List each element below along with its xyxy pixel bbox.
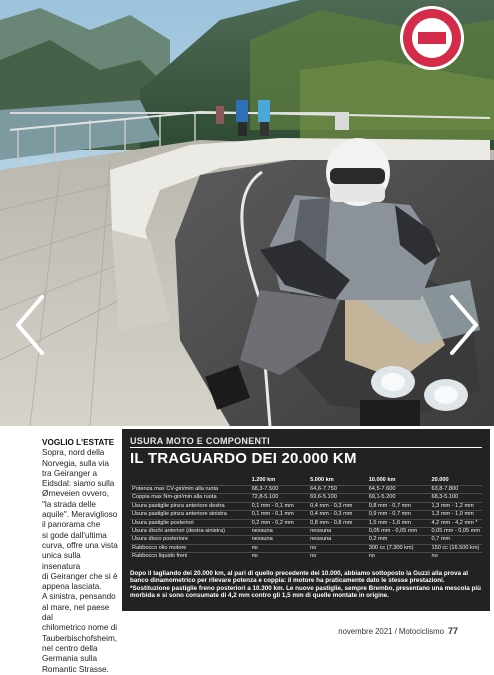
row-label: Usura disco posteriore: [130, 536, 250, 544]
table-row: [130, 528, 482, 536]
table-title: IL TRAGUARDO DEI 20.000 KM: [130, 450, 357, 467]
caption-line: Germania sulla: [42, 654, 98, 664]
caption-line: aquile". Meraviglioso: [42, 510, 118, 520]
column-header: 1.200 km: [251, 477, 276, 484]
caption-line: al mare, nel paese dal: [42, 602, 110, 623]
row-value: 69,1-5.200: [367, 494, 430, 502]
caption-line: Tauberbischofsheim,: [42, 633, 118, 643]
row-value: 0,4 mm - 0,3 mm: [308, 511, 367, 519]
next-page-button[interactable]: [446, 293, 482, 357]
row-value: 0,1 mm - 0,1 mm: [250, 511, 309, 519]
table-row: [130, 544, 482, 552]
table-row: [130, 502, 482, 510]
row-label: Coppia max Nm-giri/min alla ruota: [130, 494, 250, 502]
row-value: 0,05 mm - 0,05 mm: [431, 528, 480, 535]
row-value: 68,3-5.100: [430, 494, 483, 502]
chevron-right-icon: [446, 293, 482, 357]
row-label: Usura pastiglie pinza anteriore sinistra: [130, 511, 250, 519]
caption-line: Romantic Strasse.: [42, 664, 109, 674]
page-footer: [0, 626, 494, 640]
table-row: [130, 536, 482, 544]
row-value: 68,3-7.500: [250, 486, 309, 494]
page-number: 77: [447, 626, 458, 636]
row-value: no: [308, 553, 367, 561]
row-value: no: [430, 553, 483, 561]
column-header: 10.000 km: [368, 477, 396, 484]
row-value: 64,6-7.750: [308, 486, 367, 494]
row-value: nessuna: [250, 528, 309, 536]
row-value: 0,8 mm - 0,8 mm: [308, 519, 367, 527]
row-value: 0,05 mm - 0,05 mm: [367, 528, 430, 536]
row-value: 150 cc (16.500 km): [430, 544, 483, 552]
caption-line: curva, offre una vista: [42, 540, 118, 550]
row-value: no: [308, 544, 367, 552]
caption-body: [42, 448, 118, 675]
row-value: 0,2 mm - 0,2 mm: [250, 519, 309, 527]
table-row: [130, 519, 482, 527]
caption-line: il panorama che: [42, 520, 101, 530]
row-value: 300 cc (7.300 km): [367, 544, 430, 552]
row-value: nessuna: [308, 528, 367, 536]
badge-seal-icon: [398, 4, 466, 72]
caption-line: A sinistra, pensando: [42, 592, 116, 602]
row-value: no: [250, 544, 309, 552]
caption-line: si gode dall'ultima: [42, 530, 107, 540]
table-kicker: USURA MOTO E COMPONENTI: [130, 436, 270, 446]
row-label: Rabbocco liquido freni: [130, 553, 250, 561]
caption-line: Norvegia, sulla via: [42, 458, 109, 468]
row-value: nessuna: [250, 536, 309, 544]
table-row: [130, 486, 482, 494]
row-label: Usura dischi anteriori (destra-sinistra): [130, 528, 250, 536]
prev-page-button[interactable]: [12, 293, 48, 357]
row-value: 72,8-5.100: [250, 494, 309, 502]
row-label: Usura pastiglie posteriori: [130, 519, 250, 527]
table-row: [130, 553, 482, 561]
caption-line: Ørneveien ovvero,: [42, 489, 109, 499]
table-divider: [130, 447, 482, 448]
table-row: [130, 494, 482, 502]
table-row: [130, 511, 482, 519]
issue-label: novembre 2021 / Motociclismo: [338, 627, 444, 636]
column-header: 5.000 km: [310, 477, 334, 484]
caption-line: tra Geiranger a: [42, 468, 98, 478]
caption-line: appena lasciata.: [42, 582, 102, 592]
row-value: 0,8 mm - 0,7 mm: [367, 502, 430, 510]
row-value: 1,3 mm - 1,2 mm: [430, 502, 483, 510]
column-header: [130, 477, 250, 486]
row-label: Usura pastiglie pinza anteriore destra: [130, 502, 250, 510]
wear-table: [130, 477, 482, 561]
wear-table-box: [122, 429, 490, 611]
row-label: Rabbocco olio motore: [130, 544, 250, 552]
row-value: 0,7 mm: [430, 536, 483, 544]
row-value: 0,4 mm - 0,3 mm: [308, 502, 367, 510]
row-value: 1,3 mm - 1,0 mm: [430, 511, 483, 519]
row-value: nessuna: [308, 536, 367, 544]
caption-heading: VOGLIO L'ESTATE: [42, 438, 115, 447]
table-header-row: [130, 477, 482, 486]
row-value: no: [367, 553, 430, 561]
column-header: 20.000: [431, 477, 449, 484]
row-value: no: [250, 553, 309, 561]
caption-line: Eidsdal: siamo sulla: [42, 479, 115, 489]
row-value: 1,5 mm - 1,6 mm: [367, 519, 430, 527]
caption-line: chilometrico nome di: [42, 623, 118, 633]
caption-line: "la strada delle: [42, 499, 96, 509]
caption-line: di Geiranger che si è: [42, 571, 118, 581]
row-value: 0,9 mm - 0,7 mm: [367, 511, 430, 519]
row-value: 69,6-5.100: [308, 494, 367, 502]
long-test-badge: [398, 4, 466, 72]
row-value: 0,2 mm: [367, 536, 430, 544]
caption-line: nel centro della: [42, 643, 98, 653]
table-note: Dopo il tagliando dei 20.000 km, al pari di quello precedente dei 10.000, abbiamo sottoposto la Guzzi alla prova al banco dinamometrico per rilevare potenza e coppia: il motore ha praticamente dato le stesse prestazioni. *Sostituzione pastiglie freno posteriori a 10.300 km. Le nuove pastiglie, sempre Brembo, presentano una mescola più morbida e si sono consumate di 4,2 mm contro gli 1,5 mm di quelle montate in origine.: [130, 569, 481, 600]
row-value: 4,2 mm - 4,2 mm *: [430, 519, 483, 527]
table-body: [130, 486, 482, 561]
row-value: 64,5-7.600: [367, 486, 430, 494]
chevron-left-icon: [12, 293, 48, 357]
row-label: Potenza max CV-giri/min alla ruota: [130, 486, 250, 494]
row-value: 0,1 mm - 0,1 mm: [250, 502, 309, 510]
footer-text: [338, 626, 458, 636]
caption-line: unica sulla insenatura: [42, 551, 81, 571]
row-value: 63,8-7.800: [430, 486, 483, 494]
caption-line: Sopra, nord della: [42, 448, 105, 458]
